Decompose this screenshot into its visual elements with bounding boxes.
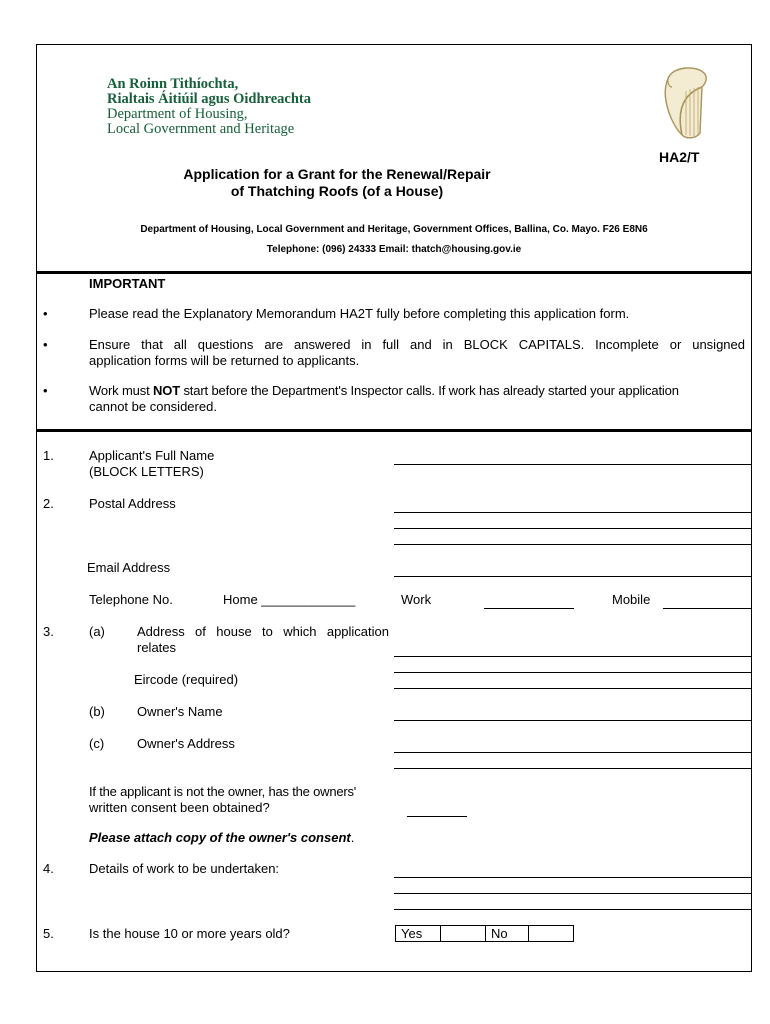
work-details-field-3[interactable] — [394, 909, 751, 910]
yes-label: Yes — [395, 925, 441, 942]
postal-address-field-1[interactable] — [394, 512, 751, 513]
harp-emblem-icon — [656, 63, 716, 143]
q3a-marker: (a) — [89, 624, 105, 639]
dept-ga-line1: An Roinn Tithíochta, — [107, 76, 239, 92]
telephone-label: Telephone No. — [89, 592, 173, 607]
important-note-3-line1 — [89, 383, 749, 399]
q2-label: Postal Address — [89, 496, 176, 511]
form-title — [137, 166, 537, 200]
important-note-2-line1: Ensure that all questions are answered in full and in BLOCK CAPITALS. Incomplete or unsigned — [89, 337, 745, 352]
owner-name-field[interactable] — [394, 720, 751, 721]
no-label: No — [485, 925, 529, 942]
q5-label: Is the house 10 or more years old? — [89, 926, 290, 941]
q3b-label: Owner's Name — [137, 704, 223, 719]
form-page — [36, 44, 752, 972]
mobile-field[interactable] — [663, 608, 751, 609]
q4-number: 4. — [43, 861, 54, 876]
note-3-post: start before the Department's Inspector calls. If work has already started your application — [180, 383, 679, 398]
title-line1: Application for a Grant for the Renewal/Repair — [183, 166, 491, 182]
yes-checkbox[interactable] — [440, 925, 486, 942]
form-code: HA2/T — [659, 149, 700, 165]
postal-address-field-2[interactable] — [394, 528, 751, 529]
attach-consent-note — [89, 830, 354, 846]
email-label: Email Address — [87, 560, 171, 575]
q3a-label-line1: Address of house to which application — [137, 624, 389, 639]
department-address: Department of Housing, Local Government and Heritage, Government Offices, Ballina, Co. Mayo. F26 E8N6 — [140, 224, 648, 235]
department-contact: Telephone: (096) 24333 Email: thatch@housing.gov.ie — [266, 244, 522, 255]
dept-en-line2: Local Government and Heritage — [107, 121, 295, 137]
important-note-1: Please read the Explanatory Memorandum HA2T fully before completing this application form. — [89, 306, 630, 321]
note-3-pre: Work must — [89, 383, 153, 398]
work-phone-field[interactable] — [484, 608, 574, 609]
house-address-field-1[interactable] — [394, 656, 751, 657]
owner-address-field-2[interactable] — [394, 768, 751, 769]
dept-english-name — [107, 107, 294, 137]
q1-number: 1. — [43, 448, 54, 463]
mobile-label: Mobile — [612, 592, 651, 607]
consent-question-line2: written consent been obtained? — [89, 800, 270, 815]
eircode-field[interactable] — [394, 688, 751, 689]
q3c-marker: (c) — [89, 736, 105, 751]
work-phone-label: Work — [401, 592, 432, 607]
home-phone-field[interactable]: Home _____________ — [223, 592, 356, 607]
bullet: • — [43, 337, 48, 352]
q5-number: 5. — [43, 926, 54, 941]
consent-answer-field[interactable] — [407, 816, 467, 817]
important-note-2-line2: application forms will be returned to applicants. — [89, 353, 360, 368]
full-name-field[interactable] — [394, 464, 751, 465]
no-checkbox[interactable] — [528, 925, 574, 942]
dept-en-line1: Department of Housing, — [107, 106, 248, 122]
section-divider — [37, 271, 751, 274]
important-note-3-line2: cannot be considered. — [89, 399, 217, 414]
consent-question-line1: If the applicant is not the owner, has the owners' — [89, 784, 357, 799]
section-divider — [37, 429, 751, 432]
title-line2: of Thatching Roofs (of a House) — [230, 183, 444, 199]
attach-note-period: . — [350, 830, 355, 845]
dept-irish-name — [107, 77, 311, 107]
attach-note-text: Please attach copy of the owner's consent — [89, 830, 351, 845]
q1-sublabel: (BLOCK LETTERS) — [89, 464, 204, 479]
q3a-label-line2: relates — [137, 640, 177, 655]
q2-number: 2. — [43, 496, 54, 511]
email-field[interactable] — [394, 576, 751, 577]
bullet: • — [43, 383, 48, 398]
owner-address-field-1[interactable] — [394, 752, 751, 753]
dept-ga-line2: Rialtais Áitiúil agus Oidhreachta — [107, 91, 311, 107]
q1-label: Applicant's Full Name — [89, 448, 215, 463]
important-heading: IMPORTANT — [89, 276, 166, 291]
work-details-field-1[interactable] — [394, 877, 751, 878]
work-details-field-2[interactable] — [394, 893, 751, 894]
postal-address-field-3[interactable] — [394, 544, 751, 545]
house-address-field-2[interactable] — [394, 672, 751, 673]
note-3-emphasis: NOT — [153, 383, 180, 398]
eircode-label: Eircode (required) — [134, 672, 239, 687]
q4-label: Details of work to be undertaken: — [89, 861, 280, 876]
q3b-marker: (b) — [89, 704, 105, 719]
q3-number: 3. — [43, 624, 54, 639]
bullet: • — [43, 306, 48, 321]
q3c-label: Owner's Address — [137, 736, 235, 751]
